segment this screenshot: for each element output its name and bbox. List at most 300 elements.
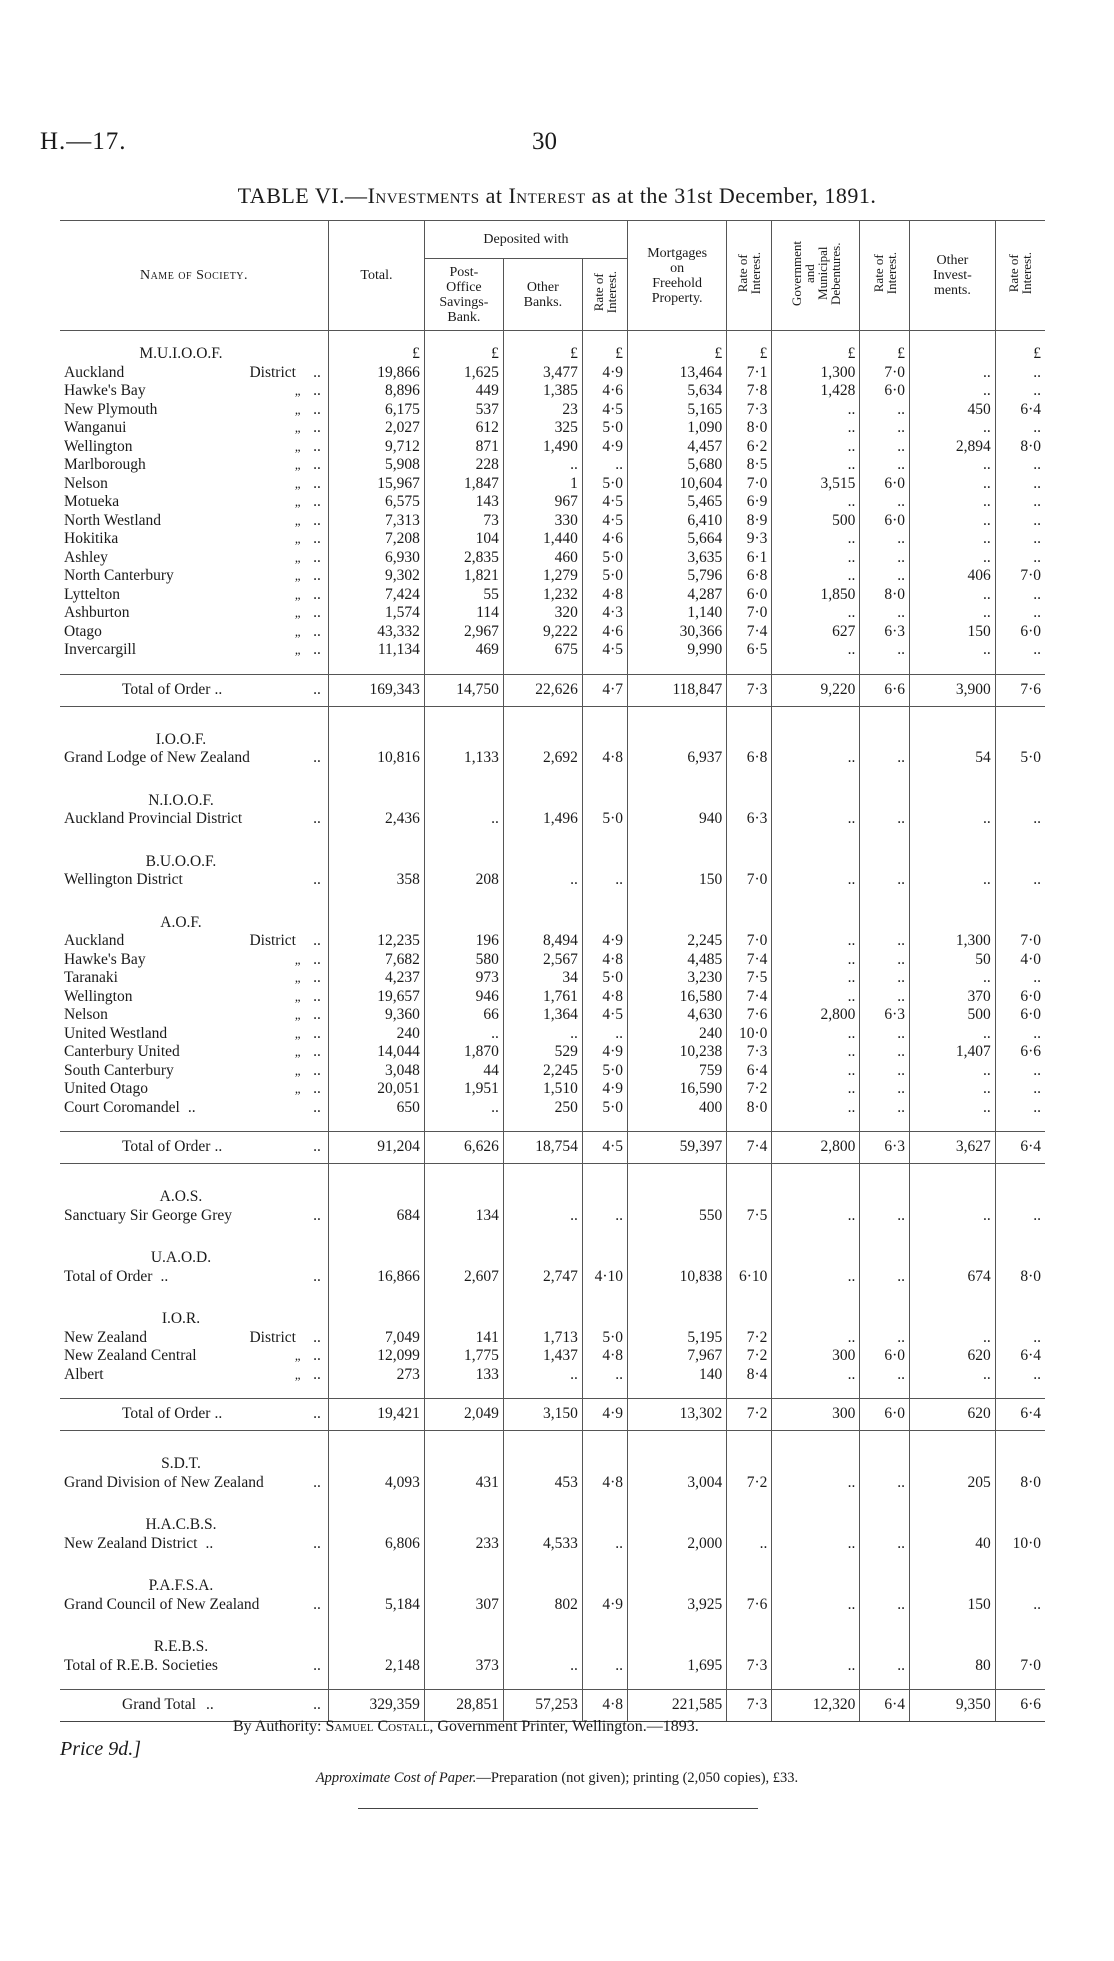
value-cell: 6·6 xyxy=(860,674,910,706)
spacer-cell xyxy=(995,829,1045,853)
society-name: New Plymouth xyxy=(64,400,158,418)
value-cell: 320 xyxy=(503,604,582,623)
society-name: Taranaki xyxy=(64,969,118,986)
spacer-cell xyxy=(582,1384,627,1399)
value-cell: .. xyxy=(772,493,860,512)
spacer-cell xyxy=(306,1117,329,1132)
value-cell: 7·0 xyxy=(727,604,772,623)
society-name: Grand Council of New Zealand xyxy=(64,1595,260,1613)
spacer-cell xyxy=(329,706,425,731)
empty-cell xyxy=(772,1516,860,1535)
value-cell: .. xyxy=(910,456,996,475)
table-row xyxy=(60,1596,1045,1615)
empty-cell xyxy=(727,1249,772,1268)
header-government xyxy=(772,221,860,331)
spacer-cell xyxy=(910,1431,996,1456)
table-row xyxy=(60,401,1045,420)
spacer-cell xyxy=(772,890,860,914)
empty-cell xyxy=(772,1249,860,1268)
society-name: Nelson xyxy=(64,1006,108,1023)
ditto-mark: „ xyxy=(294,1007,302,1022)
value-cell: 6·4 xyxy=(995,401,1045,420)
value-cell: 5·0 xyxy=(995,749,1045,768)
spacer-cell xyxy=(582,829,627,853)
society-name: Hawke's Bay xyxy=(64,950,146,968)
spacer-cell xyxy=(628,1286,727,1310)
spacer-cell xyxy=(582,1431,627,1456)
ditto-mark: „ xyxy=(294,951,302,967)
society-name: Auckland xyxy=(64,363,125,381)
table-row xyxy=(60,988,1045,1007)
value-cell: 16,590 xyxy=(628,1080,727,1099)
value-cell: 208 xyxy=(424,871,503,890)
leader-dots: .. xyxy=(313,1473,321,1491)
value-cell: 6·10 xyxy=(727,1268,772,1287)
spacer-cell xyxy=(860,1117,910,1132)
value-cell: 3,150 xyxy=(503,1399,582,1431)
empty-cell xyxy=(628,1310,727,1329)
value-cell: 307 xyxy=(424,1596,503,1615)
value-cell: 627 xyxy=(772,623,860,642)
value-cell: 15,967 xyxy=(329,475,425,494)
total-row xyxy=(60,1399,1045,1431)
value-cell: 5·0 xyxy=(582,419,627,438)
value-cell: 3,004 xyxy=(628,1474,727,1493)
value-cell: 3,477 xyxy=(503,364,582,383)
spacer-cell xyxy=(910,1225,996,1249)
society-name-cell xyxy=(60,530,306,549)
value-cell: 460 xyxy=(503,549,582,568)
value-cell: 196 xyxy=(424,932,503,951)
header-rate-4 xyxy=(995,221,1045,331)
value-cell: 1,440 xyxy=(503,530,582,549)
spacer-cell xyxy=(60,331,306,346)
value-cell: .. xyxy=(772,871,860,890)
spacer-cell xyxy=(329,1225,425,1249)
value-cell: 5·0 xyxy=(582,1329,627,1348)
empty-cell xyxy=(772,1455,860,1474)
value-cell: .. xyxy=(910,810,996,829)
header-rate-2-text: Rate of Interest. xyxy=(735,252,764,295)
empty-cell xyxy=(727,1310,772,1329)
society-name: New Zealand District xyxy=(64,1534,198,1552)
spacer-cell xyxy=(860,706,910,731)
spacer-cell xyxy=(582,1286,627,1310)
value-cell: 4·5 xyxy=(582,493,627,512)
value-cell: 9,350 xyxy=(910,1690,996,1722)
spacer-cell xyxy=(995,890,1045,914)
leader-dots: .. xyxy=(313,567,321,584)
spacer-cell xyxy=(910,1492,996,1516)
title-prefix: TABLE VI.— xyxy=(237,183,368,208)
society-name: Grand Lodge of New Zealand xyxy=(64,749,250,766)
spacer-cell xyxy=(727,660,772,675)
table-row xyxy=(60,456,1045,475)
table-row xyxy=(60,1207,1045,1226)
spacer-row xyxy=(60,1117,1045,1132)
society-name-cell xyxy=(60,419,306,438)
value-cell: 8,494 xyxy=(503,932,582,951)
table-row xyxy=(60,1329,1045,1348)
spacer-row xyxy=(60,331,1045,346)
value-cell: .. xyxy=(860,1025,910,1044)
value-cell: 500 xyxy=(910,1006,996,1025)
society-name-cell xyxy=(60,871,306,890)
authority-suffix: , Government Printer, Wellington.—1893. xyxy=(429,1718,699,1735)
spacer-cell xyxy=(582,768,627,792)
value-cell: .. xyxy=(910,364,996,383)
spacer-cell xyxy=(329,1164,425,1189)
value-cell: 580 xyxy=(424,951,503,970)
value-cell: 4,237 xyxy=(329,969,425,988)
value-cell: 169,343 xyxy=(329,674,425,706)
society-name: Auckland Provincial District xyxy=(64,810,243,827)
empty-cell xyxy=(329,1188,425,1207)
page-number: 30 xyxy=(532,128,557,155)
society-name-cell xyxy=(60,1596,306,1615)
value-cell: 44 xyxy=(424,1062,503,1081)
value-cell: .. xyxy=(772,1268,860,1287)
header-other-banks: Other Banks. xyxy=(503,259,582,331)
society-name: Wellington xyxy=(64,987,133,1005)
empty-cell xyxy=(995,792,1045,811)
empty-cell xyxy=(860,1249,910,1268)
spacer-row xyxy=(60,829,1045,853)
value-cell: .. xyxy=(910,1080,996,1099)
value-cell: .. xyxy=(995,1207,1045,1226)
value-cell: .. xyxy=(772,1535,860,1554)
spacer-cell xyxy=(628,1614,727,1638)
value-cell: .. xyxy=(772,530,860,549)
spacer-cell xyxy=(503,1225,582,1249)
empty-cell xyxy=(995,1249,1045,1268)
value-cell: 2,148 xyxy=(329,1657,425,1676)
leader-dots: .. xyxy=(313,641,321,658)
spacer-cell xyxy=(503,1164,582,1189)
category-spacer xyxy=(306,1249,329,1268)
spacer-cell xyxy=(582,1675,627,1690)
spacer-cell xyxy=(329,660,425,675)
value-cell: .. xyxy=(772,456,860,475)
value-cell: 871 xyxy=(424,438,503,457)
value-cell: 6·6 xyxy=(995,1690,1045,1722)
spacer-cell xyxy=(910,829,996,853)
value-cell: 6·4 xyxy=(727,1062,772,1081)
spacer-row xyxy=(60,1492,1045,1516)
value-cell: 940 xyxy=(628,810,727,829)
category-row xyxy=(60,1638,1045,1657)
value-cell: .. xyxy=(995,810,1045,829)
table-row xyxy=(60,1366,1045,1385)
society-name: Sanctuary Sir George Grey xyxy=(64,1206,233,1224)
ditto-mark: „ xyxy=(294,1081,302,1096)
category-row xyxy=(60,792,1045,811)
value-cell: 7·2 xyxy=(727,1329,772,1348)
spacer-cell xyxy=(424,660,503,675)
value-cell: 1,490 xyxy=(503,438,582,457)
value-cell: 4·9 xyxy=(582,1596,627,1615)
spacer-row xyxy=(60,1553,1045,1577)
cost-footnote xyxy=(0,1770,1114,1787)
value-cell: 6,575 xyxy=(329,493,425,512)
value-cell: 4,093 xyxy=(329,1474,425,1493)
spacer-cell xyxy=(910,706,996,731)
spacer-cell xyxy=(995,768,1045,792)
value-cell: 7·5 xyxy=(727,1207,772,1226)
value-cell: 1,496 xyxy=(503,810,582,829)
spacer-cell xyxy=(306,768,329,792)
category-label: P.A.F.S.A. xyxy=(148,1577,214,1594)
spacer-cell xyxy=(60,1553,306,1577)
value-cell: .. xyxy=(772,749,860,768)
value-cell: 80 xyxy=(910,1657,996,1676)
header-post-office: Post- Office Savings- Bank. xyxy=(424,259,503,331)
spacer-cell xyxy=(772,1384,860,1399)
value-cell: 4·9 xyxy=(582,364,627,383)
spacer-cell xyxy=(727,1431,772,1456)
value-cell: 4·8 xyxy=(582,1690,627,1722)
value-cell: 2,692 xyxy=(503,749,582,768)
table-row xyxy=(60,1099,1045,1118)
ditto-mark: „ xyxy=(294,623,302,639)
value-cell: 4·5 xyxy=(582,401,627,420)
value-cell: 4·8 xyxy=(582,951,627,970)
spacer-cell xyxy=(424,1164,503,1189)
society-name-cell xyxy=(60,749,306,768)
value-cell: 143 xyxy=(424,493,503,512)
society-name: New Zealand xyxy=(64,1328,148,1346)
value-cell: 8·0 xyxy=(995,1474,1045,1493)
title-interest: Interest xyxy=(508,183,586,208)
spacer-cell xyxy=(60,660,306,675)
empty-cell xyxy=(910,1577,996,1596)
society-name-cell xyxy=(60,586,306,605)
empty-cell xyxy=(995,1516,1045,1535)
spacer-cell xyxy=(60,1384,306,1399)
value-cell: 5,664 xyxy=(628,530,727,549)
ditto-mark: „ xyxy=(294,531,302,546)
society-name-cell xyxy=(60,1268,306,1287)
spacer-cell xyxy=(329,890,425,914)
empty-cell xyxy=(727,1455,772,1474)
spacer-cell xyxy=(424,890,503,914)
empty-cell xyxy=(860,1455,910,1474)
district-label: District xyxy=(249,363,296,381)
spacer-cell xyxy=(628,1164,727,1189)
cost-label: Approximate Cost of Paper. xyxy=(315,1770,477,1786)
spacer-cell xyxy=(424,1225,503,1249)
value-cell: .. xyxy=(995,1025,1045,1044)
spacer-cell xyxy=(628,768,727,792)
value-cell: 4,533 xyxy=(503,1535,582,1554)
value-cell: 221,585 xyxy=(628,1690,727,1722)
value-cell: 7·5 xyxy=(727,969,772,988)
value-cell: 7·2 xyxy=(727,1080,772,1099)
value-cell: 802 xyxy=(503,1596,582,1615)
society-name-cell xyxy=(60,604,306,623)
value-cell: 6·0 xyxy=(860,512,910,531)
value-cell: .. xyxy=(503,1366,582,1385)
empty-cell xyxy=(727,731,772,750)
value-cell: 6,410 xyxy=(628,512,727,531)
spacer-cell xyxy=(306,1675,329,1690)
category-spacer xyxy=(306,1310,329,1329)
empty-cell xyxy=(582,914,627,933)
spacer-cell xyxy=(503,1614,582,1638)
value-cell: .. xyxy=(995,1329,1045,1348)
empty-cell xyxy=(860,1310,910,1329)
value-cell: 4·9 xyxy=(582,1080,627,1099)
empty-cell xyxy=(503,1188,582,1207)
table-row xyxy=(60,1347,1045,1366)
society-name: South Canterbury xyxy=(64,1061,174,1079)
total-row xyxy=(60,1132,1045,1164)
value-cell: .. xyxy=(995,586,1045,605)
value-cell: 6·2 xyxy=(727,438,772,457)
empty-cell xyxy=(628,1516,727,1535)
unit-symbol: £ xyxy=(860,345,910,364)
value-cell: 7·0 xyxy=(727,871,772,890)
spacer-cell xyxy=(306,660,329,675)
value-cell: .. xyxy=(503,1025,582,1044)
value-cell: 30,366 xyxy=(628,623,727,642)
value-cell: 5,184 xyxy=(329,1596,425,1615)
society-name: Total of R.E.B. Societies xyxy=(64,1656,218,1674)
category-label: M.U.I.O.O.F. xyxy=(139,345,223,362)
table-row xyxy=(60,1025,1045,1044)
value-cell: 13,464 xyxy=(628,364,727,383)
spacer-cell xyxy=(628,1384,727,1399)
header-mortgages: Mortgages on Freehold Property. xyxy=(628,221,727,331)
society-name: Ashley xyxy=(64,548,108,566)
spacer-cell xyxy=(503,1431,582,1456)
leader-dots: .. xyxy=(313,548,321,566)
spacer-cell xyxy=(424,1384,503,1399)
society-name-cell xyxy=(60,1062,306,1081)
value-cell: 6·3 xyxy=(860,623,910,642)
spacer-cell xyxy=(628,1492,727,1516)
value-cell: .. xyxy=(772,567,860,586)
total-label: Total of Order xyxy=(122,680,211,698)
value-cell: 1,364 xyxy=(503,1006,582,1025)
value-cell: 1,300 xyxy=(772,364,860,383)
value-cell: 3,048 xyxy=(329,1062,425,1081)
value-cell: 358 xyxy=(329,871,425,890)
society-name-cell xyxy=(60,641,306,660)
category-row xyxy=(60,914,1045,933)
value-cell: .. xyxy=(860,530,910,549)
spacer-cell xyxy=(727,1614,772,1638)
value-cell: 273 xyxy=(329,1366,425,1385)
society-name-cell xyxy=(60,988,306,1007)
empty-cell xyxy=(860,853,910,872)
spacer-cell xyxy=(582,331,627,346)
empty-cell xyxy=(772,853,860,872)
value-cell: .. xyxy=(424,1099,503,1118)
spacer-cell xyxy=(329,1117,425,1132)
empty-cell xyxy=(503,731,582,750)
value-cell: .. xyxy=(910,493,996,512)
value-cell: 54 xyxy=(910,749,996,768)
value-cell: 40 xyxy=(910,1535,996,1554)
value-cell: 6,806 xyxy=(329,1535,425,1554)
empty-cell xyxy=(860,792,910,811)
spacer-cell xyxy=(727,1286,772,1310)
value-cell: .. xyxy=(582,871,627,890)
value-cell: .. xyxy=(995,1080,1045,1099)
ditto-mark: „ xyxy=(294,568,302,583)
value-cell: .. xyxy=(772,1366,860,1385)
value-cell: 329,359 xyxy=(329,1690,425,1722)
spacer-cell xyxy=(60,1117,306,1132)
value-cell: .. xyxy=(995,530,1045,549)
grand-total-label: Grand Total xyxy=(122,1696,196,1714)
value-cell: 19,421 xyxy=(329,1399,425,1431)
spacer-cell xyxy=(995,1492,1045,1516)
value-cell: 16,580 xyxy=(628,988,727,1007)
empty-cell xyxy=(424,1577,503,1596)
empty-cell xyxy=(503,853,582,872)
value-cell: .. xyxy=(772,1596,860,1615)
category-row xyxy=(60,1455,1045,1474)
value-cell: 6·3 xyxy=(860,1006,910,1025)
leader-dots: .. xyxy=(313,493,321,510)
value-cell: .. xyxy=(910,1329,996,1348)
society-name-cell xyxy=(60,493,306,512)
value-cell: .. xyxy=(772,1474,860,1493)
value-cell: .. xyxy=(995,419,1045,438)
table-title xyxy=(0,183,1114,209)
table-row xyxy=(60,512,1045,531)
spacer-cell xyxy=(60,1164,306,1189)
grand-total-dots: .. xyxy=(205,1696,214,1714)
header-rate-1-text: Rate of Interest. xyxy=(590,271,619,314)
empty-cell xyxy=(424,1310,503,1329)
value-cell: 55 xyxy=(424,586,503,605)
society-name-cell xyxy=(60,475,306,494)
value-cell: .. xyxy=(772,1099,860,1118)
society-name-cell xyxy=(60,1080,306,1099)
category-label: I.O.R. xyxy=(161,1310,201,1327)
value-cell: .. xyxy=(910,475,996,494)
ditto-mark: „ xyxy=(294,401,302,417)
leader-dots: .. xyxy=(313,456,321,473)
value-cell: 6,175 xyxy=(329,401,425,420)
table-row xyxy=(60,493,1045,512)
empty-cell xyxy=(503,1638,582,1657)
spacer-cell xyxy=(582,660,627,675)
spacer-cell xyxy=(60,768,306,792)
value-cell: 4·8 xyxy=(582,988,627,1007)
value-cell: 22,626 xyxy=(503,674,582,706)
spacer-cell xyxy=(628,660,727,675)
value-cell: 1,140 xyxy=(628,604,727,623)
value-cell: 59,397 xyxy=(628,1132,727,1164)
value-cell: 1,090 xyxy=(628,419,727,438)
spacer-cell xyxy=(772,1431,860,1456)
unit-symbol: £ xyxy=(995,345,1045,364)
value-cell: 370 xyxy=(910,988,996,1007)
leader-dots: .. xyxy=(313,1328,321,1346)
spacer-cell xyxy=(727,706,772,731)
value-cell: 104 xyxy=(424,530,503,549)
spacer-cell xyxy=(772,1492,860,1516)
value-cell: 57,253 xyxy=(503,1690,582,1722)
leader-dots: .. xyxy=(306,674,329,706)
value-cell: 11,134 xyxy=(329,641,425,660)
empty-cell xyxy=(628,792,727,811)
value-cell: .. xyxy=(772,1025,860,1044)
